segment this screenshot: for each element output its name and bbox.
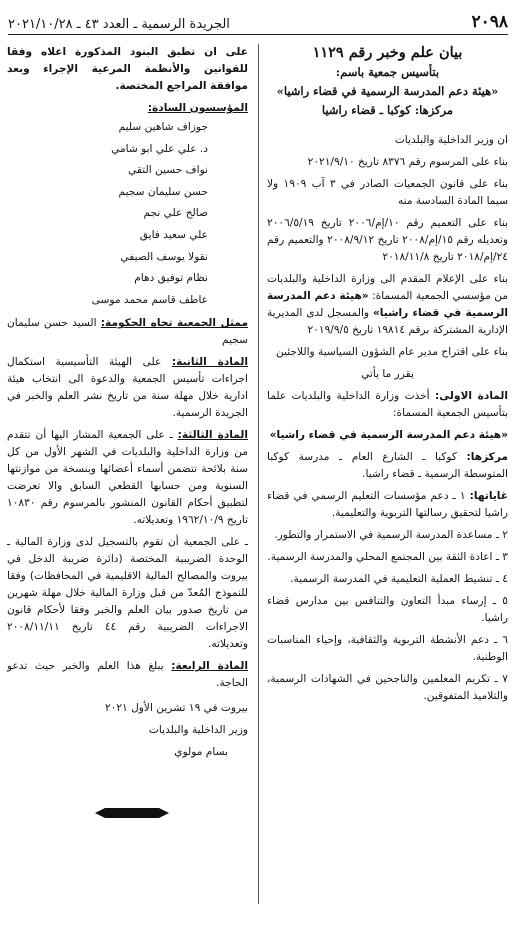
goal-one <box>267 488 508 522</box>
paragraph-circulars: بناء على التعميم رقم ١٠/إم/٢٠٠٦ تاريخ ٢٠٠٦/٥/١٩ وتعديله رقم ١٥/إم/٢٠٠٨ تاريخ ٢٠٠٨/٩/١٢ والتعميم رقم ٢٤/إم/٢٠١٨ تاريخ ٢٠١٨/١١/٨ <box>267 217 508 263</box>
association-name: «هيئة دعم المدرسة الرسمية في قضاء راشيا» <box>276 84 499 98</box>
headquarters-label: مركزها: <box>466 451 508 463</box>
article-four-label: المادة الرابعة: <box>171 660 248 673</box>
article-three-registration: ـ على الجمعية أن تقوم بالتسجيل لدى وزارة المالية ـ الوحدة الضريبية المختصة (دائرة ضريبة الدخل في بيروت والمصالح المالية الاقليمية في المحافظات) وفقا للنموذج المُعدّ من قبل وزارة المالية خلال مهلة شهرين من تاريخ صدور بيان العلم والخبر وفقا لأحكام قانون الاجراءات الضريبية رقم ٤٤ تاريخ ٢٠٠٨/١١/١١ وتعديلاته. <box>7 536 248 651</box>
founder-item: صالح علي نجم <box>143 207 208 220</box>
paragraph-law: بناء على قانون الجمعيات الصادر في ٣ آب ١٩٠٩ ولا سيما المادة السادسة منه <box>267 178 509 207</box>
goal-one-text: ١ ـ دعم مؤسسات التعليم الرسمي في قضاء راشيا لتحقيق رسالتها التربوية والتعليمية. <box>267 490 508 519</box>
compliance-clause: على ان تطبق البنود المذكورة اعلاه وفقا للقوانين والأنظمة المرعية الإجراء وبعد موافقة المراجع المختصة. <box>7 46 248 92</box>
minister-title: وزير الداخلية والبلديات <box>148 724 248 737</box>
goal-two: ٢ ـ مساعدة المدرسة الرسمية في الاستمرار والتطور. <box>274 529 508 541</box>
column-divider <box>258 44 259 904</box>
founder-item: نواف حسين التقي <box>128 164 208 177</box>
article-four <box>7 658 248 692</box>
goals-label: غاياتها: <box>469 490 509 502</box>
left-column <box>7 44 248 763</box>
founder-item: عاطف قاسم محمد موسى <box>91 293 208 306</box>
decides-heading: يقرر ما يأتي <box>361 368 414 380</box>
article-three-label: المادة الثالثة: <box>177 429 248 442</box>
paragraph-minister: ان وزير الداخلية والبلديات <box>394 134 508 146</box>
founders-list <box>7 117 248 311</box>
representative-label: ممثل الجمعية تجاه الحكومة: <box>100 317 249 330</box>
goal-seven: ٧ ـ تكريم المعلمين والناجحين في الشهادات الرسمية، والتلاميذ المتفوقين. <box>267 673 508 702</box>
founder-item: نقولا يوسف الصيفي <box>120 250 208 263</box>
notification-association-name: «هيئة دعم المدرسة الرسمية في قضاء راشيا» <box>267 290 508 319</box>
place-date: بيروت في ١٩ تشرين الأول ٢٠٢١ <box>104 702 248 715</box>
right-column <box>267 44 508 710</box>
founders-heading: المؤسسون السادة: <box>147 102 248 114</box>
notification-text: بناء على الإعلام المقدم الى وزارة الداخلية والبلديات من مؤسسي الجمعية المسماة: <box>267 273 508 302</box>
article-three <box>7 427 248 529</box>
paragraph-notification <box>267 271 508 339</box>
founder-item: د. علي علي ابو شامي <box>111 142 208 155</box>
notice-title: بيان علم وخبر رقم ١١٢٩ <box>312 44 463 61</box>
header-rule <box>8 34 508 35</box>
founder-item: جوزاف شاهين سليم <box>118 121 208 133</box>
goal-six: ٦ ـ دعم الأنشطة التربوية والثقافية، وإحياء المناسبات الوطنية. <box>267 634 508 663</box>
article-one-text: أخذت وزارة الداخلية والبلديات علما بتأسيس الجمعية المسماة: <box>267 390 508 419</box>
article-one <box>267 388 508 422</box>
article-four-text: يبلغ هذا العلم والخبر حيث تدعو الحاجة. <box>7 660 248 690</box>
article-one-label: المادة الاولى: <box>434 390 509 402</box>
notification-registration: والمسجل لدى المديرية الإدارية المشتركة برقم ١٩٨١٤ تاريخ ٢٠١٩/٩/٥ <box>267 307 508 336</box>
association-seat: مركزها: كوكبا ـ قضاء راشيا <box>321 103 454 117</box>
founder-item: علي سعيد فايق <box>139 228 208 241</box>
headquarters-text: كوكبا ـ الشارع العام ـ مدرسة كوكبا المتوسطة الرسمية ـ قضاء راشيا. <box>267 451 508 480</box>
page-header <box>8 6 508 32</box>
page-number: ٢٠٩٨ <box>471 12 508 32</box>
founder-item: حسن سليمان سجيم <box>118 185 208 198</box>
notice-subtitle: بتأسيس جمعية باسم: <box>335 65 440 79</box>
government-representative <box>7 315 248 349</box>
goal-three: ٣ ـ اعادة الثقة بين المجتمع المحلي والمدرسة الرسمية. <box>267 551 508 563</box>
article-two <box>7 354 248 422</box>
paragraph-proposal: بناء على اقتراح مدير عام الشؤون السياسية واللاجئين <box>276 346 508 358</box>
article-two-label: المادة الثانية: <box>171 356 248 369</box>
headquarters <box>267 449 508 483</box>
minister-name: بسام مولوي <box>174 746 228 759</box>
representative-name: السيد حسن سليمان سجيم <box>7 317 248 347</box>
running-head: الجريدة الرسمية ـ العدد ٤٣ ـ ٢٠٢١/١٠/٢٨ <box>8 17 230 32</box>
article-three-text: ـ على الجمعية المشار اليها أن تتقدم من وزارة الداخلية والبلديات في الشهر الأول من كل سنة بلائحة تتضمن أسماء أعضائها وبنسخة من موازنتها السنوية ومن حسابها القطعي السابق والا تعرضت لتطبيق أحكام القانون المنشور بالمرسوم رقم ١٠٨٣٠ تاريخ ١٩٦٢/١٠/٩ وتعديلاته. <box>7 429 248 527</box>
goal-four: ٤ ـ تنشيط العملية التعليمية في المدرسة الرسمية. <box>290 573 508 585</box>
article-one-association: «هيئة دعم المدرسة الرسمية في قضاء راشيا» <box>269 429 508 441</box>
founder-item: نظام توفيق دهام <box>134 272 208 285</box>
paragraph-decree: بناء على المرسوم رقم ٨٣٧٦ تاريخ ٢٠٢١/٩/١٠ <box>307 156 508 168</box>
goal-five: ٥ ـ إرساء مبدأ التعاون والتنافس بين مدارس قضاء راشيا. <box>267 595 508 624</box>
article-two-text: على الهيئة التأسيسية استكمال اجراءات تأسيس الجمعية والدعوة الى انتخاب هيئة ادارية خلال مهلة سنة من تاريخ نشر العلم والخبر في الجريدة الرسمية. <box>7 356 248 420</box>
end-of-notice-ornament-icon <box>95 806 169 820</box>
